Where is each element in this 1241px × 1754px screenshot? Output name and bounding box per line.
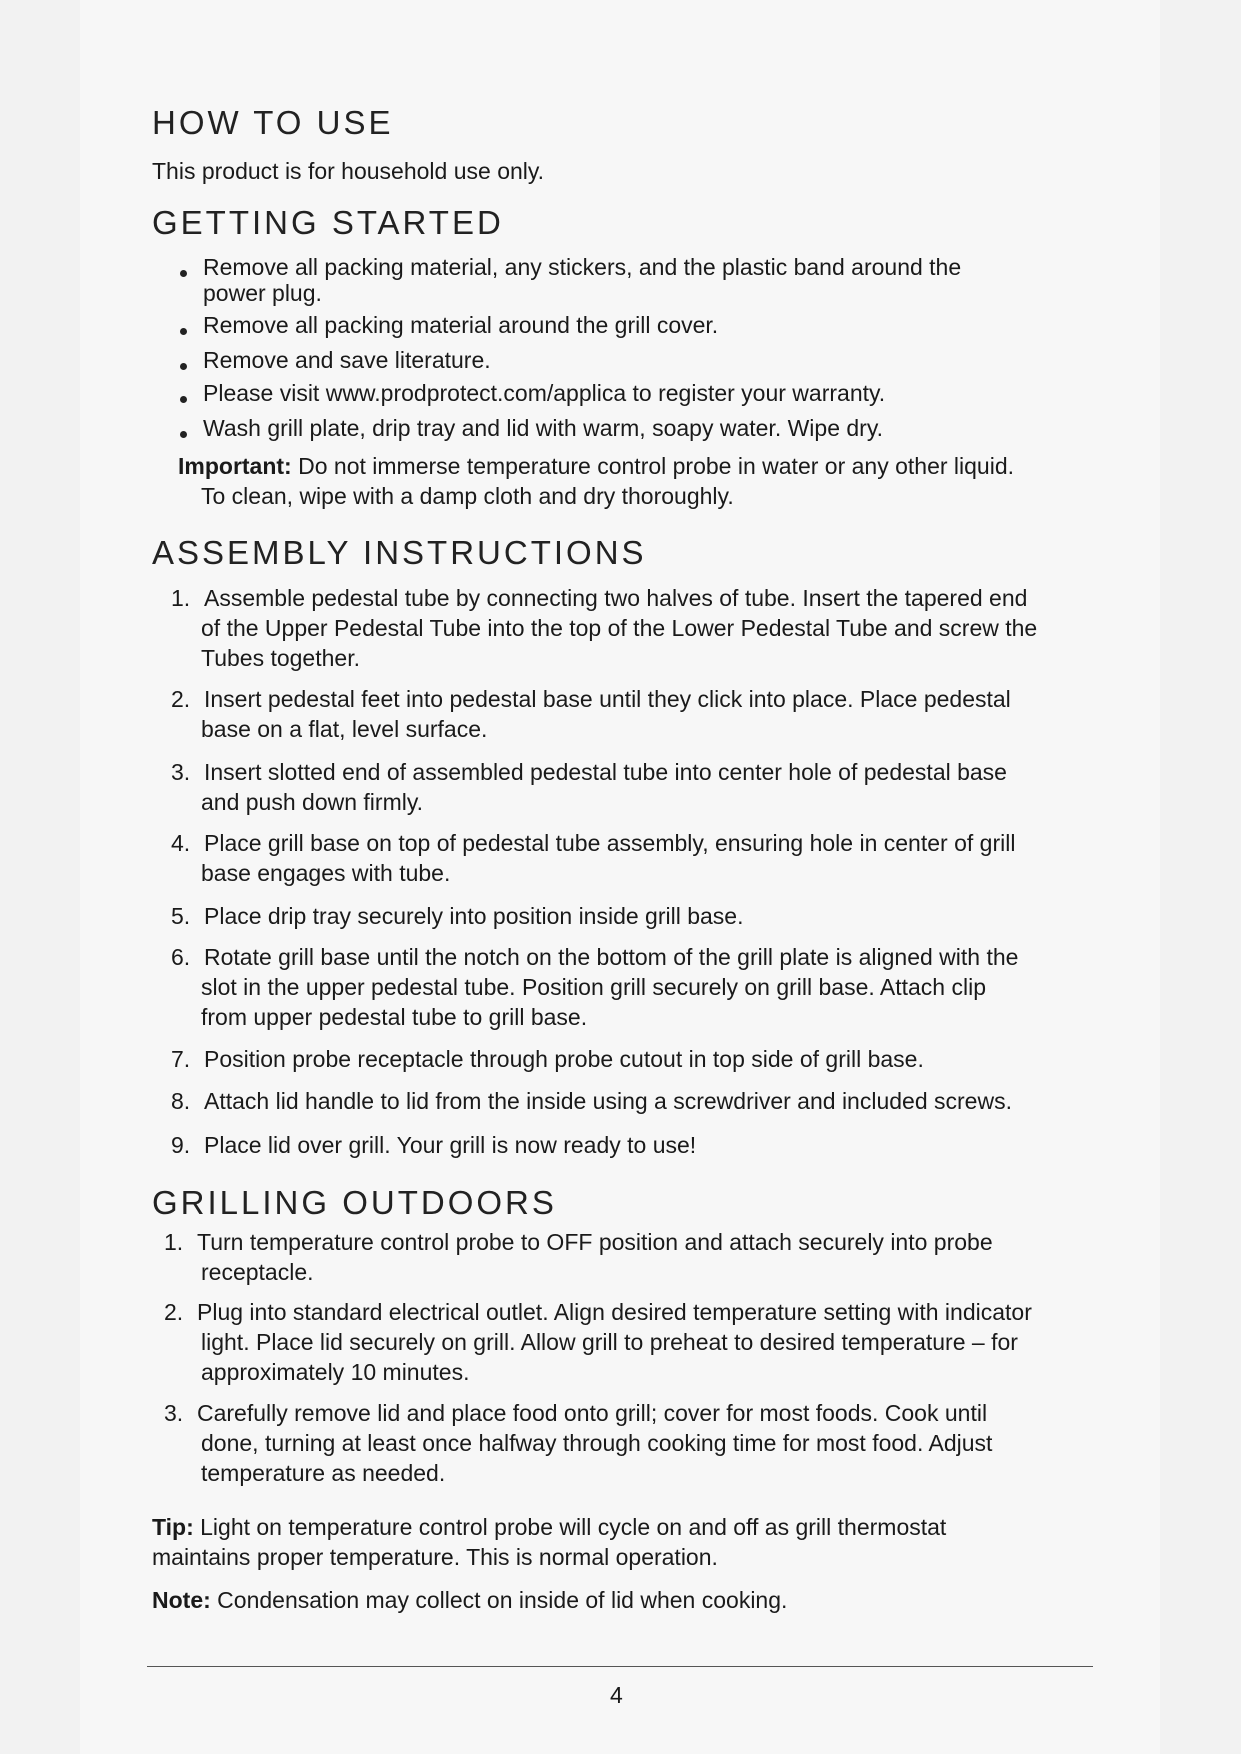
footer-divider xyxy=(147,1666,1093,1667)
step-text-continuation: approximately 10 minutes. xyxy=(201,1359,470,1385)
step-number: 1. xyxy=(171,585,191,611)
step-text: Carefully remove lid and place food onto grill; cover for most foods. Cook until xyxy=(197,1400,988,1426)
step-text-continuation: temperature as needed. xyxy=(201,1460,446,1486)
step-number: 1. xyxy=(164,1229,184,1255)
bullet-icon xyxy=(180,396,187,403)
step-text: Place drip tray securely into position inside grill base. xyxy=(204,903,744,929)
step-text-continuation: base engages with tube. xyxy=(201,860,451,886)
step-text: Attach lid handle to lid from the inside using a screwdriver and included screws. xyxy=(204,1088,1012,1114)
note xyxy=(152,1585,787,1615)
step-text: Position probe receptacle through probe cutout in top side of grill base. xyxy=(204,1046,924,1072)
important-label: Important: xyxy=(178,453,292,479)
step-text-continuation: of the Upper Pedestal Tube into the top of the Lower Pedestal Tube and screw the xyxy=(201,615,1038,641)
step-number: 2. xyxy=(164,1299,184,1325)
heading-grilling-outdoors: GRILLING OUTDOORS xyxy=(152,1184,557,1221)
step-text: Place grill base on top of pedestal tube assembly, ensuring hole in center of grill xyxy=(204,830,1016,856)
bullet-item-continuation: power plug. xyxy=(203,280,322,306)
step-number: 7. xyxy=(171,1046,191,1072)
step-number: 3. xyxy=(164,1400,184,1426)
important-text-continuation: To clean, wipe with a damp cloth and dry thoroughly. xyxy=(201,483,734,509)
step-text-continuation: receptacle. xyxy=(201,1259,314,1285)
step-text-continuation: light. Place lid securely on grill. Allow grill to preheat to desired temperature – for xyxy=(201,1329,1018,1355)
heading-how-to-use: HOW TO USE xyxy=(152,104,394,141)
bullet-item: Please visit www.prodprotect.com/applica to register your warranty. xyxy=(203,380,886,406)
step-text-continuation: from upper pedestal tube to grill base. xyxy=(201,1004,588,1030)
tip-label: Tip: xyxy=(152,1514,194,1540)
page-number: 4 xyxy=(610,1682,623,1708)
step-number: 5. xyxy=(171,903,191,929)
tip-note xyxy=(152,1512,946,1542)
important-text: Do not immerse temperature control probe in water or any other liquid. xyxy=(298,453,1015,479)
bullet-item: Remove all packing material, any stickers, and the plastic band around the xyxy=(203,254,962,280)
step-number: 6. xyxy=(171,944,191,970)
tip-text-continuation: maintains proper temperature. This is normal operation. xyxy=(152,1544,718,1570)
bullet-icon xyxy=(180,363,187,370)
step-text-continuation: Tubes together. xyxy=(201,645,360,671)
step-number: 9. xyxy=(171,1132,191,1158)
bullet-item: Wash grill plate, drip tray and lid with warm, soapy water. Wipe dry. xyxy=(203,415,884,441)
bullet-icon xyxy=(180,328,187,335)
step-text: Assemble pedestal tube by connecting two halves of tube. Insert the tapered end xyxy=(204,585,1028,611)
tip-text: Light on temperature control probe will cycle on and off as grill thermostat xyxy=(200,1514,947,1540)
bullet-item: Remove and save literature. xyxy=(203,347,491,373)
step-number: 8. xyxy=(171,1088,191,1114)
step-text: Insert pedestal feet into pedestal base until they click into place. Place pedestal xyxy=(204,686,1011,712)
step-number: 4. xyxy=(171,830,191,856)
step-number: 3. xyxy=(171,759,191,785)
bullet-icon xyxy=(180,270,187,277)
step-text: Turn temperature control probe to OFF position and attach securely into probe xyxy=(197,1229,993,1255)
step-text: Plug into standard electrical outlet. Align desired temperature setting with indicator xyxy=(197,1299,1032,1325)
step-text-continuation: done, turning at least once halfway through cooking time for most food. Adjust xyxy=(201,1430,993,1456)
note-text: Condensation may collect on inside of lid when cooking. xyxy=(217,1587,788,1613)
heading-getting-started: GETTING STARTED xyxy=(152,204,504,241)
step-text-continuation: base on a flat, level surface. xyxy=(201,716,488,742)
note-label: Note: xyxy=(152,1587,211,1613)
step-text: Insert slotted end of assembled pedestal tube into center hole of pedestal base xyxy=(204,759,1007,785)
step-text-continuation: slot in the upper pedestal tube. Position grill securely on grill base. Attach clip xyxy=(201,974,986,1000)
how-to-use-text: This product is for household use only. xyxy=(152,158,545,184)
step-text: Rotate grill base until the notch on the bottom of the grill plate is aligned with the xyxy=(204,944,1019,970)
step-text: Place lid over grill. Your grill is now ready to use! xyxy=(204,1132,697,1158)
bullet-item: Remove all packing material around the grill cover. xyxy=(203,312,719,338)
heading-assembly-instructions: ASSEMBLY INSTRUCTIONS xyxy=(152,534,647,571)
step-number: 2. xyxy=(171,686,191,712)
bullet-icon xyxy=(180,431,187,438)
step-text-continuation: and push down firmly. xyxy=(201,789,424,815)
important-note xyxy=(178,451,1014,481)
